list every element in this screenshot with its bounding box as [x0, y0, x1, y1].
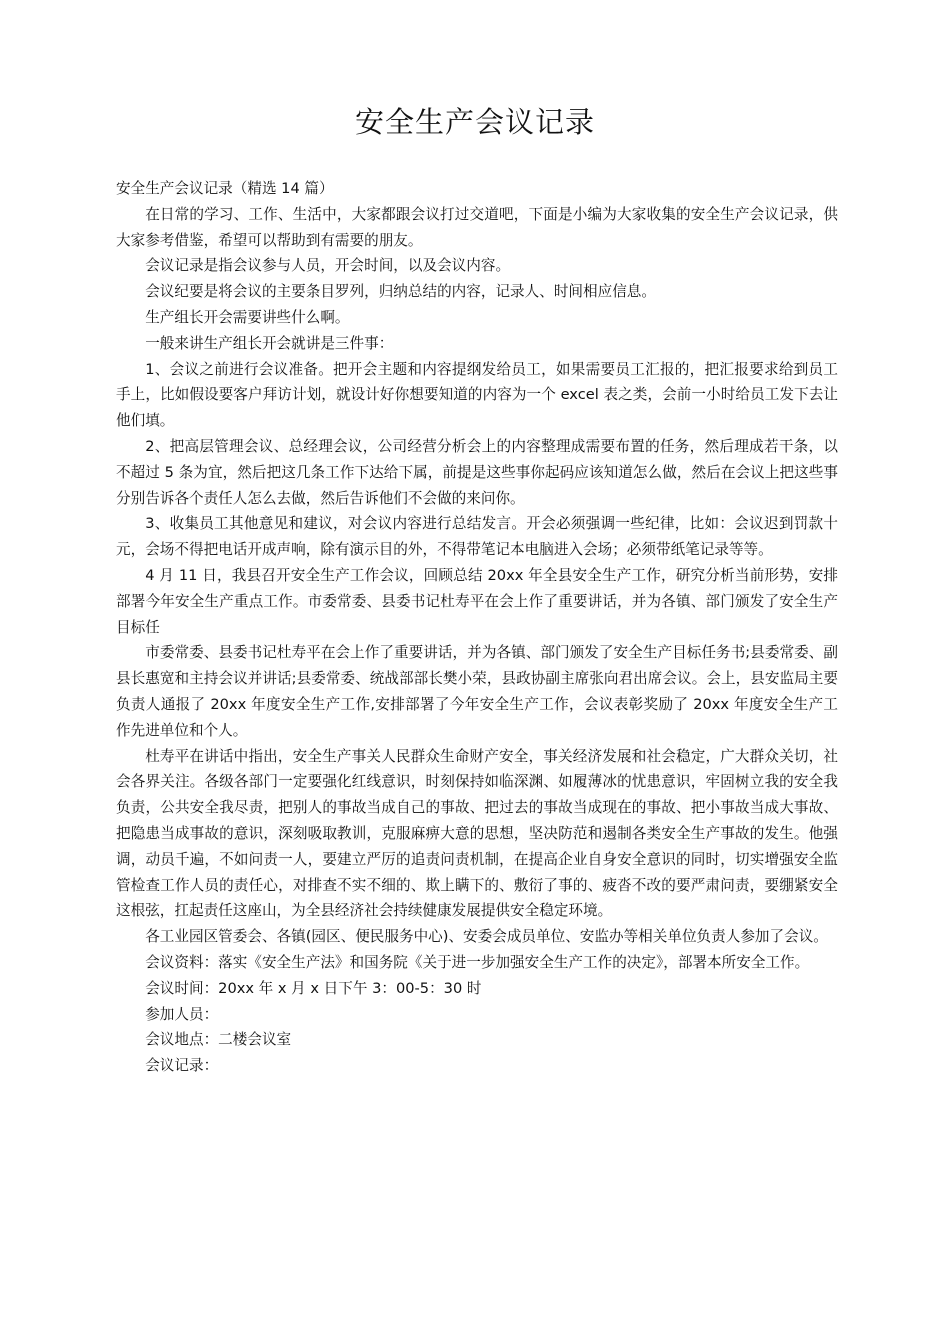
paragraph-meeting-record: 会议记录： — [145, 1057, 219, 1075]
paragraph-item-1: 1、会议之前进行会议准备。把开会主题和内容提纲发给员工，如果需要员工汇报的，把汇报要求给到员工手上，比如假设要客户拜访计划，就设计好你想要知道的内容为一个 excel 表之类，会前一小时给员工发下去让他们填。 — [116, 360, 838, 430]
paragraph-question: 生产组长开会需要讲些什么啊。 — [145, 308, 350, 326]
paragraph-three-things: 一般来讲生产组长开会就讲是三件事： — [145, 334, 394, 352]
paragraph-definition-record: 会议记录是指会议参与人员，开会时间，以及会议内容。 — [145, 257, 511, 275]
page-title: 安全生产会议记录 — [354, 105, 595, 139]
paragraph-intro: 在日常的学习、工作、生活中，大家都跟会议打过交道吧，下面是小编为大家收集的安全生产会议记录，供大家参考借鉴，希望可以帮助到有需要的朋友。 — [116, 205, 838, 249]
paragraph-speech: 杜寿平在讲话中指出，安全生产事关人民群众生命财产安全，事关经济发展和社会稳定，广大群众关切，社会各界关注。各级各部门一定要强化红线意识，时刻保持如临深渊、如履薄冰的忧患意识，牢固树立我的安全我负责，公共安全我尽责，把别人的事故当成自己的事故、把过去的事故当成现在的事故、把小事故当成大事故、把隐患当成事故的意识，深刻吸取教训，克服麻痹大意的思想，坚决防范和遏制各类安全生产事故的发生。他强调，动员千遍，不如问责一人，要建立严厉的追责问责机制，在提高企业自身安全意识的同时，切实增强安全监管检查工作人员的责任心，对排查不实不细的、欺上瞒下的、敷衍了事的、疲沓不改的要严肃问责，要绷紧安全这根弦，扛起责任这座山，为全县经济社会持续健康发展提供安全稳定环境。 — [116, 747, 838, 920]
paragraph-meeting-location: 会议地点：二楼会议室 — [145, 1031, 292, 1049]
paragraph-item-2: 2、把高层管理会议、总经理会议，公司经营分析会上的内容整理成需要布置的任务，然后理成若干条，以不超过 5 条为宜，然后把这几条工作下达给下属，前提是这些事你起码应该知道怎么做，然后在会议上把这些事分别告诉各个责任人怎么去做，然后告诉他们不会做的来问你。 — [116, 437, 838, 507]
paragraph-participants: 参加人员： — [145, 1005, 219, 1023]
document-body — [116, 176, 838, 1079]
paragraph-meeting-materials: 会议资料：落实《安全生产法》和国务院《关于进一步加强安全生产工作的决定》，部署本所安全工作。 — [145, 953, 810, 971]
document-subtitle: 安全生产会议记录（精选 14 篇） — [116, 180, 334, 197]
paragraph-meeting-time: 会议时间：20xx 年 x 月 x 日下午 3：00-5：30 时 — [145, 979, 482, 997]
paragraph-definition-minutes: 会议纪要是将会议的主要条目罗列，归纳总结的内容，记录人、时间相应信息。 — [145, 283, 656, 301]
paragraph-item-3: 3、收集员工其他意见和建议，对会议内容进行总结发言。开会必须强调一些纪律，比如：会议迟到罚款十元，会场不得把电话开成声响，除有演示目的外，不得带笔记本电脑进入会场；必须带纸笔记录等等。 — [116, 515, 838, 559]
paragraph-meeting-details: 市委常委、县委书记杜寿平在会上作了重要讲话，并为各镇、部门颁发了安全生产目标任务书;县委常委、副县长惠宽和主持会议并讲话;县委常委、统战部部长樊小荣，县政协副主席张向君出席会议。会上，县安监局主要负责人通报了 20xx 年度安全生产工作,安排部署了今年安全生产工作，会议表彰奖励了 20xx 年度安全生产工作先进单位和个人。 — [116, 644, 838, 739]
paragraph-meeting-april: 4 月 11 日，我县召开安全生产工作会议，回顾总结 20xx 年全县安全生产工作，研究分析当前形势，安排部署今年安全生产重点工作。市委常委、县委书记杜寿平在会上作了重要讲话，并为各镇、部门颁发了安全生产目标任 — [116, 566, 838, 636]
paragraph-attendees-units: 各工业园区管委会、各镇(园区、便民服务中心)、安委会成员单位、安监办等相关单位负责人参加了会议。 — [145, 928, 828, 946]
